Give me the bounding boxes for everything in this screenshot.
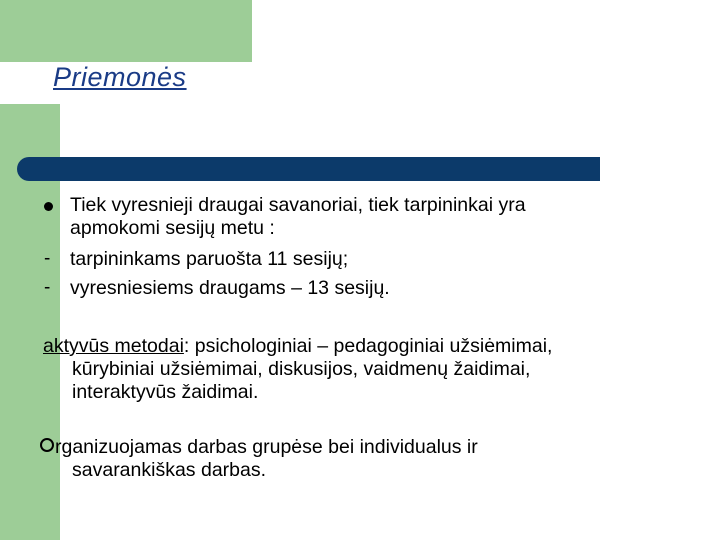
- sub-bullet-1: tarpininkams paruošta 11 sesijų;: [70, 248, 349, 270]
- methods-paragraph-line-1: [43, 335, 552, 358]
- dash-bullet-1: -: [44, 248, 51, 269]
- dash-bullet-2: -: [44, 277, 51, 298]
- circle-bullet-icon: [40, 438, 54, 452]
- slide-title: Priemonės: [53, 62, 187, 92]
- sub-bullet-2: vyresniesiems draugams – 13 sesijų.: [70, 277, 390, 299]
- methods-term: aktyvūs metodai: [43, 335, 184, 357]
- bullet-main-line-2: apmokomi sesijų metu :: [70, 217, 275, 239]
- bullet-dot-icon: [44, 202, 53, 211]
- organization-paragraph-line-2: savarankiškas darbas.: [72, 459, 267, 481]
- decorative-green-sidebar: [0, 62, 60, 540]
- methods-paragraph-line-2: kūrybiniai užsiėmimai, diskusijos, vaidmenų žaidimai,: [72, 358, 531, 380]
- organization-paragraph-line-1: rganizuojamas darbas grupėse bei individualus ir: [55, 436, 478, 458]
- methods-line-1-rest: : psichologiniai – pedagoginiai užsiėmimai,: [183, 335, 553, 357]
- decorative-green-block-top: [0, 0, 252, 62]
- title-divider-bar: [17, 157, 600, 181]
- bullet-main-line-1: Tiek vyresnieji draugai savanoriai, tiek tarpininkai yra: [70, 194, 526, 216]
- methods-paragraph-line-3: interaktyvūs žaidimai.: [72, 381, 259, 403]
